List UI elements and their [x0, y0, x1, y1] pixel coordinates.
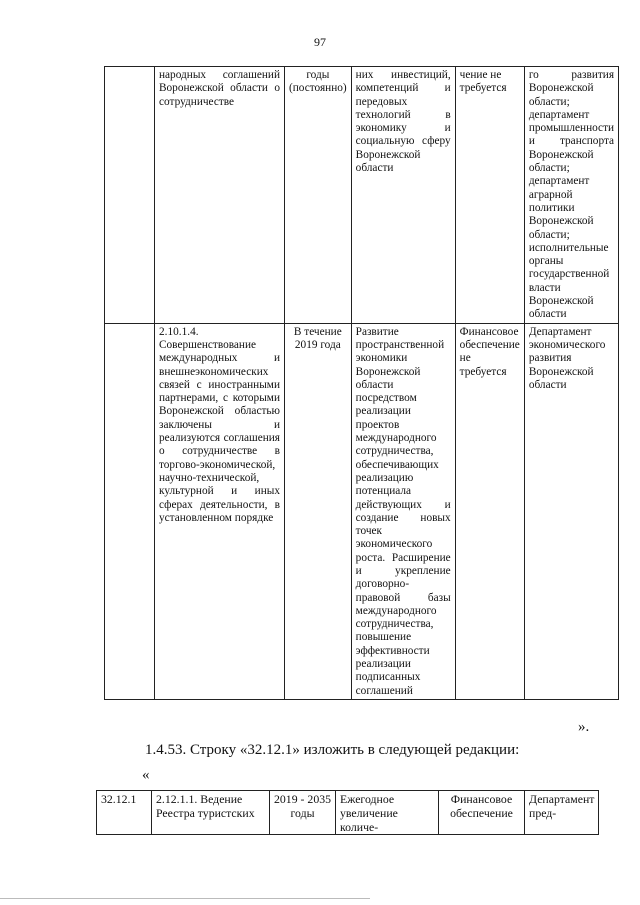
cell-number: 32.12.1 — [97, 791, 152, 835]
cell-term: В течение 2019 года — [285, 323, 352, 699]
cell-term: годы (постоянно) — [285, 67, 352, 324]
cell-result: Развитие пространственной экономики Воронежской области посредством реализации проектов международного сотрудничества, обеспечивающих реализацию потенциала действующих и создание новых точек экономического роста. Расширение и укрепление договорно-правовой базы международного сотрудничества, повышение эффективности реализации подписанных соглашений — [351, 323, 455, 699]
cell-action: народных соглашений Воронежской области о сотрудничестве — [155, 67, 285, 324]
closing-quote: ». — [578, 719, 590, 735]
cell-action: 2.10.1.4. Совершенствование международных и внешнеэкономических связей с иностранными партнерами, с которыми Воронежской областью заключены и реализуются соглашения о сотрудничестве в торгово-экономической, научно-технической, культурной и иных сферах деятельности, в установленном порядке — [155, 323, 285, 699]
cell-responsible: Департамент пред- — [525, 791, 599, 835]
table-row — [105, 323, 619, 699]
table-row — [105, 67, 619, 324]
footer-rule — [0, 898, 370, 899]
amendment-paragraph: 1.4.53. Строку «32.12.1» изложить в следующей редакции: — [145, 742, 520, 758]
cell-number — [105, 323, 155, 699]
opening-quote: « — [142, 767, 150, 783]
cell-finance: Финансовое обеспечение — [439, 791, 525, 835]
cell-finance: чение не требуется — [455, 67, 524, 324]
cell-result: Ежегодное увеличение количе- — [336, 791, 439, 835]
cell-term: 2019 - 2035 годы — [270, 791, 336, 835]
cell-result: них инвестиций, компетенций и передовых технологий в экономику и социальную сферу Воронежской области — [351, 67, 455, 324]
page-number: 97 — [314, 35, 326, 49]
cell-responsible: Департамент экономического развития Воронежской области — [524, 323, 618, 699]
amended-row-table — [96, 790, 599, 835]
cell-number — [105, 67, 155, 324]
table-row — [97, 791, 599, 835]
cell-action: 2.12.1.1. Ведение Реестра туристских — [152, 791, 270, 835]
main-table — [104, 66, 619, 700]
cell-finance: Финансовое обеспечение не требуется — [455, 323, 524, 699]
cell-responsible: го развития Воронежской области; департамент промышленности и транспорта Воронежской области; департамент аграрной политики Воронежской области; исполнительные органы государственной власти Воронежской области — [524, 67, 618, 324]
